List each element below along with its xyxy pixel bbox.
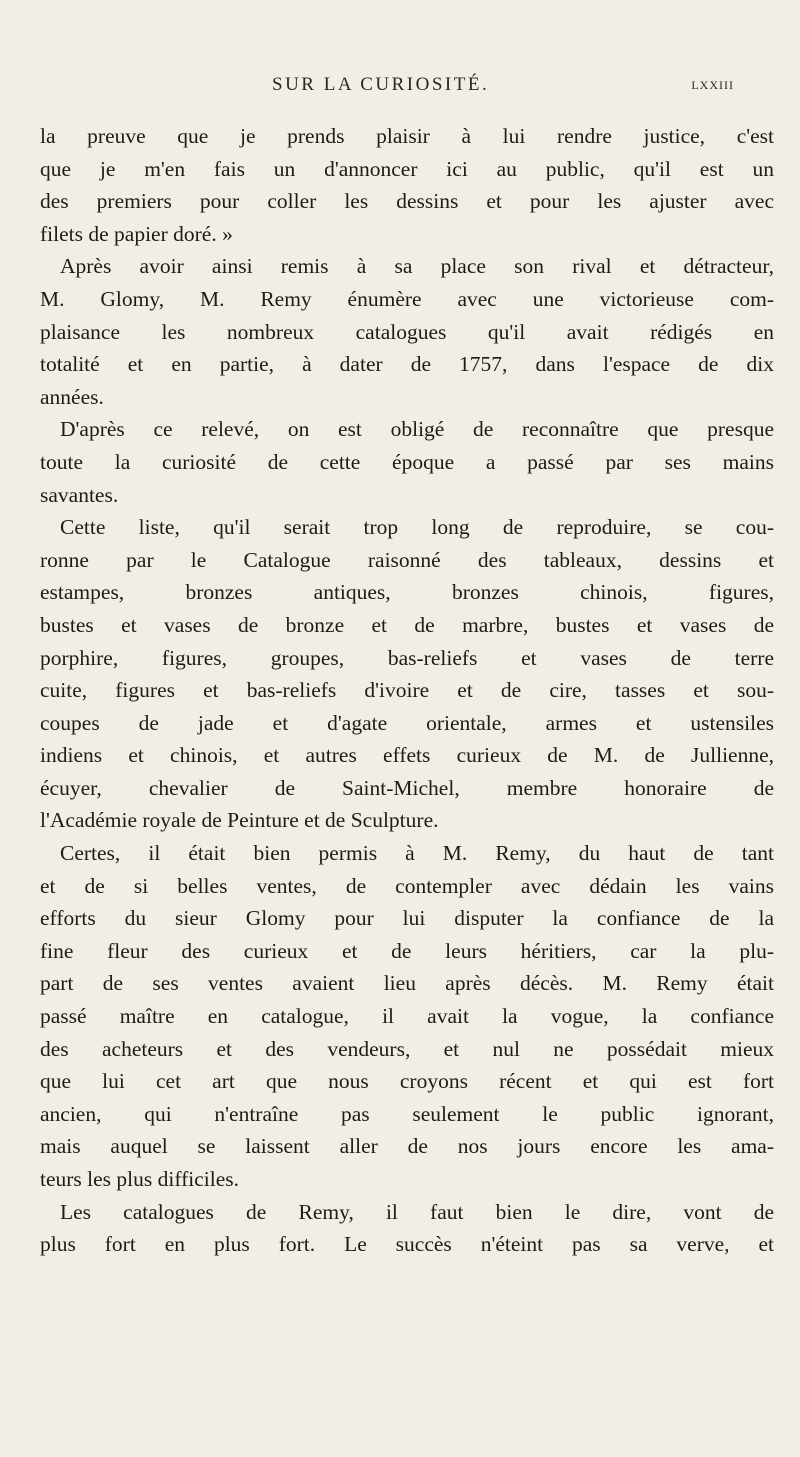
text-line: part de ses ventes avaient lieu après décès. M. Remy était bbox=[40, 971, 774, 996]
body-text bbox=[40, 120, 774, 1261]
text-line: et de si belles ventes, de contempler avec dédain les vains bbox=[40, 873, 774, 898]
text-line: Certes, il était bien permis à M. Remy, du haut de tant bbox=[60, 841, 774, 866]
text-line: Les catalogues de Remy, il faut bien le dire, vont de bbox=[60, 1199, 774, 1224]
text-line: que lui cet art que nous croyons récent et qui est fort bbox=[40, 1069, 774, 1094]
text-line: que je m'en fais un d'annoncer ici au public, qu'il est un bbox=[40, 156, 774, 181]
text-line: Cette liste, qu'il serait trop long de reproduire, se cou- bbox=[60, 515, 774, 540]
text-line: coupes de jade et d'agate orientale, armes et ustensiles bbox=[40, 710, 774, 735]
text-line: totalité et en partie, à dater de 1757, dans l'espace de dix bbox=[40, 352, 774, 377]
text-line: plaisance les nombreux catalogues qu'il avait rédigés en bbox=[40, 319, 774, 344]
text-line: fine fleur des curieux et de leurs héritiers, car la plu- bbox=[40, 938, 774, 963]
text-line: porphire, figures, groupes, bas-reliefs et vases de terre bbox=[40, 645, 774, 670]
text-line: des acheteurs et des vendeurs, et nul ne possédait mieux bbox=[40, 1036, 774, 1061]
text-line: plus fort en plus fort. Le succès n'éteint pas sa verve, et bbox=[40, 1232, 774, 1257]
text-line: bustes et vases de bronze et de marbre, bustes et vases de bbox=[40, 612, 774, 637]
text-line: passé maître en catalogue, il avait la vogue, la confiance bbox=[40, 1004, 774, 1029]
text-line: D'après ce relevé, on est obligé de reconnaître que presque bbox=[60, 417, 774, 442]
text-line: cuite, figures et bas-reliefs d'ivoire et de cire, tasses et sou- bbox=[40, 678, 774, 703]
text-line: l'Académie royale de Peinture et de Sculpture. bbox=[40, 808, 439, 833]
text-line: écuyer, chevalier de Saint-Michel, membre honoraire de bbox=[40, 775, 774, 800]
text-line: filets de papier doré. » bbox=[40, 221, 233, 246]
text-line: toute la curiosité de cette époque a passé par ses mains bbox=[40, 449, 774, 474]
text-line: ancien, qui n'entraîne pas seulement le public ignorant, bbox=[40, 1101, 774, 1126]
text-line: la preuve que je prends plaisir à lui rendre justice, c'est bbox=[40, 124, 774, 148]
text-line: Après avoir ainsi remis à sa place son rival et détracteur, bbox=[60, 254, 774, 279]
text-line: estampes, bronzes antiques, bronzes chinois, figures, bbox=[40, 580, 774, 605]
running-head bbox=[40, 74, 760, 104]
page-number: LXXIII bbox=[691, 78, 734, 92]
text-line: des premiers pour coller les dessins et pour les ajuster avec bbox=[40, 189, 774, 214]
text-line: savantes. bbox=[40, 482, 119, 507]
text-line: ronne par le Catalogue raisonné des tableaux, dessins et bbox=[40, 547, 774, 572]
text-line: teurs les plus difficiles. bbox=[40, 1167, 240, 1191]
text-line: M. Glomy, M. Remy énumère avec une victorieuse com- bbox=[40, 286, 774, 311]
text-line: indiens et chinois, et autres effets curieux de M. de Jullienne, bbox=[40, 743, 774, 768]
text-line: efforts du sieur Glomy pour lui disputer la confiance de la bbox=[40, 906, 774, 931]
running-title: SUR LA CURIOSITÉ. bbox=[272, 74, 490, 95]
text-line: années. bbox=[40, 384, 104, 409]
text-line: mais auquel se laissent aller de nos jours encore les ama- bbox=[40, 1134, 774, 1159]
